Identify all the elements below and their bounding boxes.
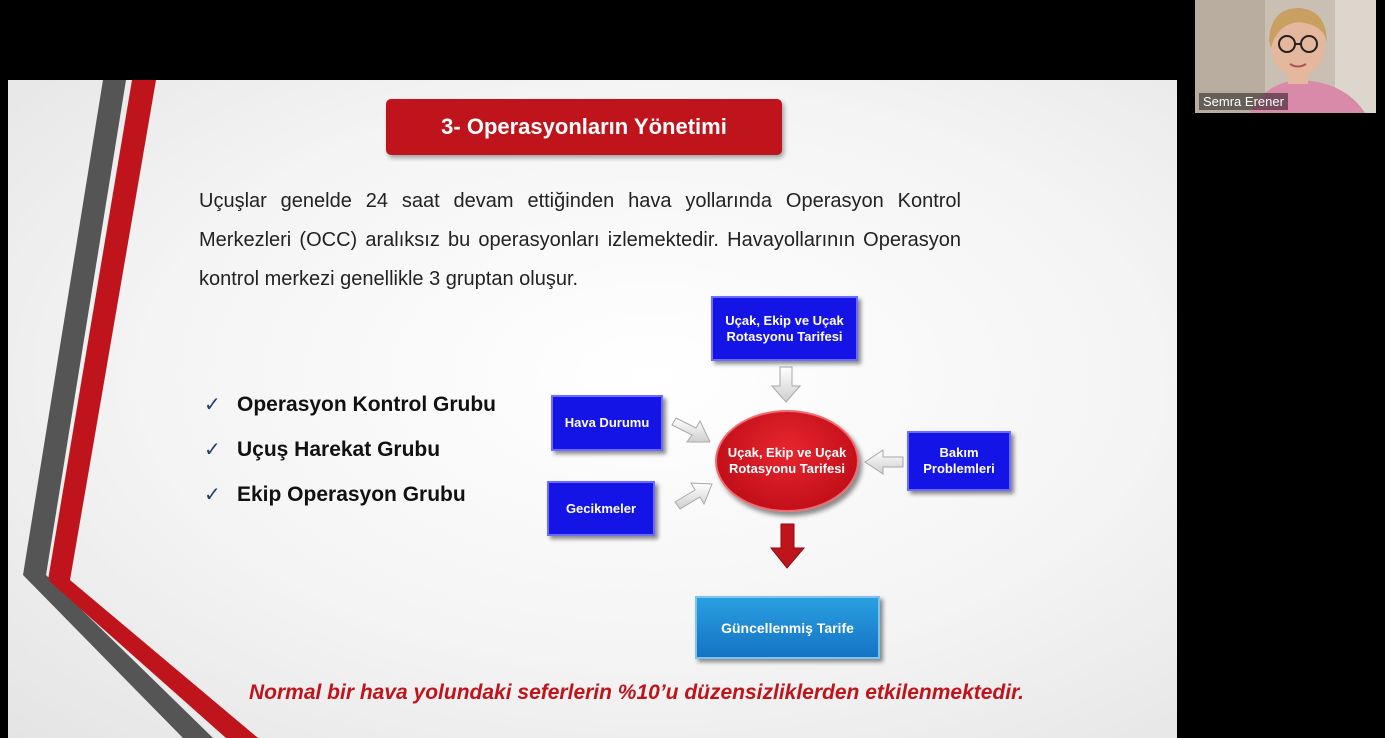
group-label: Operasyon Kontrol Grubu xyxy=(237,392,497,416)
box-schedule: Uçak, Ekip ve Uçak Rotasyonu Tarifesi xyxy=(711,296,858,361)
arrow-down-icon xyxy=(772,367,800,402)
slide-title: 3- Operasyonların Yönetimi xyxy=(386,99,782,155)
box-maintenance: Bakım Problemleri xyxy=(907,431,1011,491)
group-label: Ekip Operasyon Grubu xyxy=(237,482,466,506)
checkmark-icon: ✓ xyxy=(204,439,221,461)
box-delays: Gecikmeler xyxy=(547,481,655,536)
group-label: Uçuş Harekat Grubu xyxy=(237,437,441,461)
presentation-slide xyxy=(8,80,1177,738)
arrow-left-icon xyxy=(865,450,903,474)
participant-name: Semra Erener xyxy=(1199,93,1288,110)
arrow-down-red-icon xyxy=(771,524,804,568)
webcam-tile[interactable] xyxy=(1195,0,1376,113)
box-updated-schedule: Güncellenmiş Tarife xyxy=(695,596,880,659)
center-schedule-ellipse: Uçak, Ekip ve Uçak Rotasyonu Tarifesi xyxy=(715,410,859,512)
box-weather: Hava Durumu xyxy=(551,395,663,451)
checkmark-icon: ✓ xyxy=(204,484,221,506)
footer-note: Normal bir hava yolundaki seferlerin %10’u düzensizliklerden etkilenmektedir. xyxy=(249,681,1024,704)
arrow-right-icon xyxy=(672,418,710,442)
arrow-up-right-icon xyxy=(675,483,712,509)
checkmark-icon: ✓ xyxy=(204,394,221,416)
slide-body-text: Uçuşlar genelde 24 saat devam ettiğinden hava yollarında Operasyon Kontrol Merkezleri (OCC) aralıksız bu operasyonları izlemektedir. Havayollarının Operasyon kontrol merkezi genellikle 3 gruptan oluşur. xyxy=(199,190,961,290)
